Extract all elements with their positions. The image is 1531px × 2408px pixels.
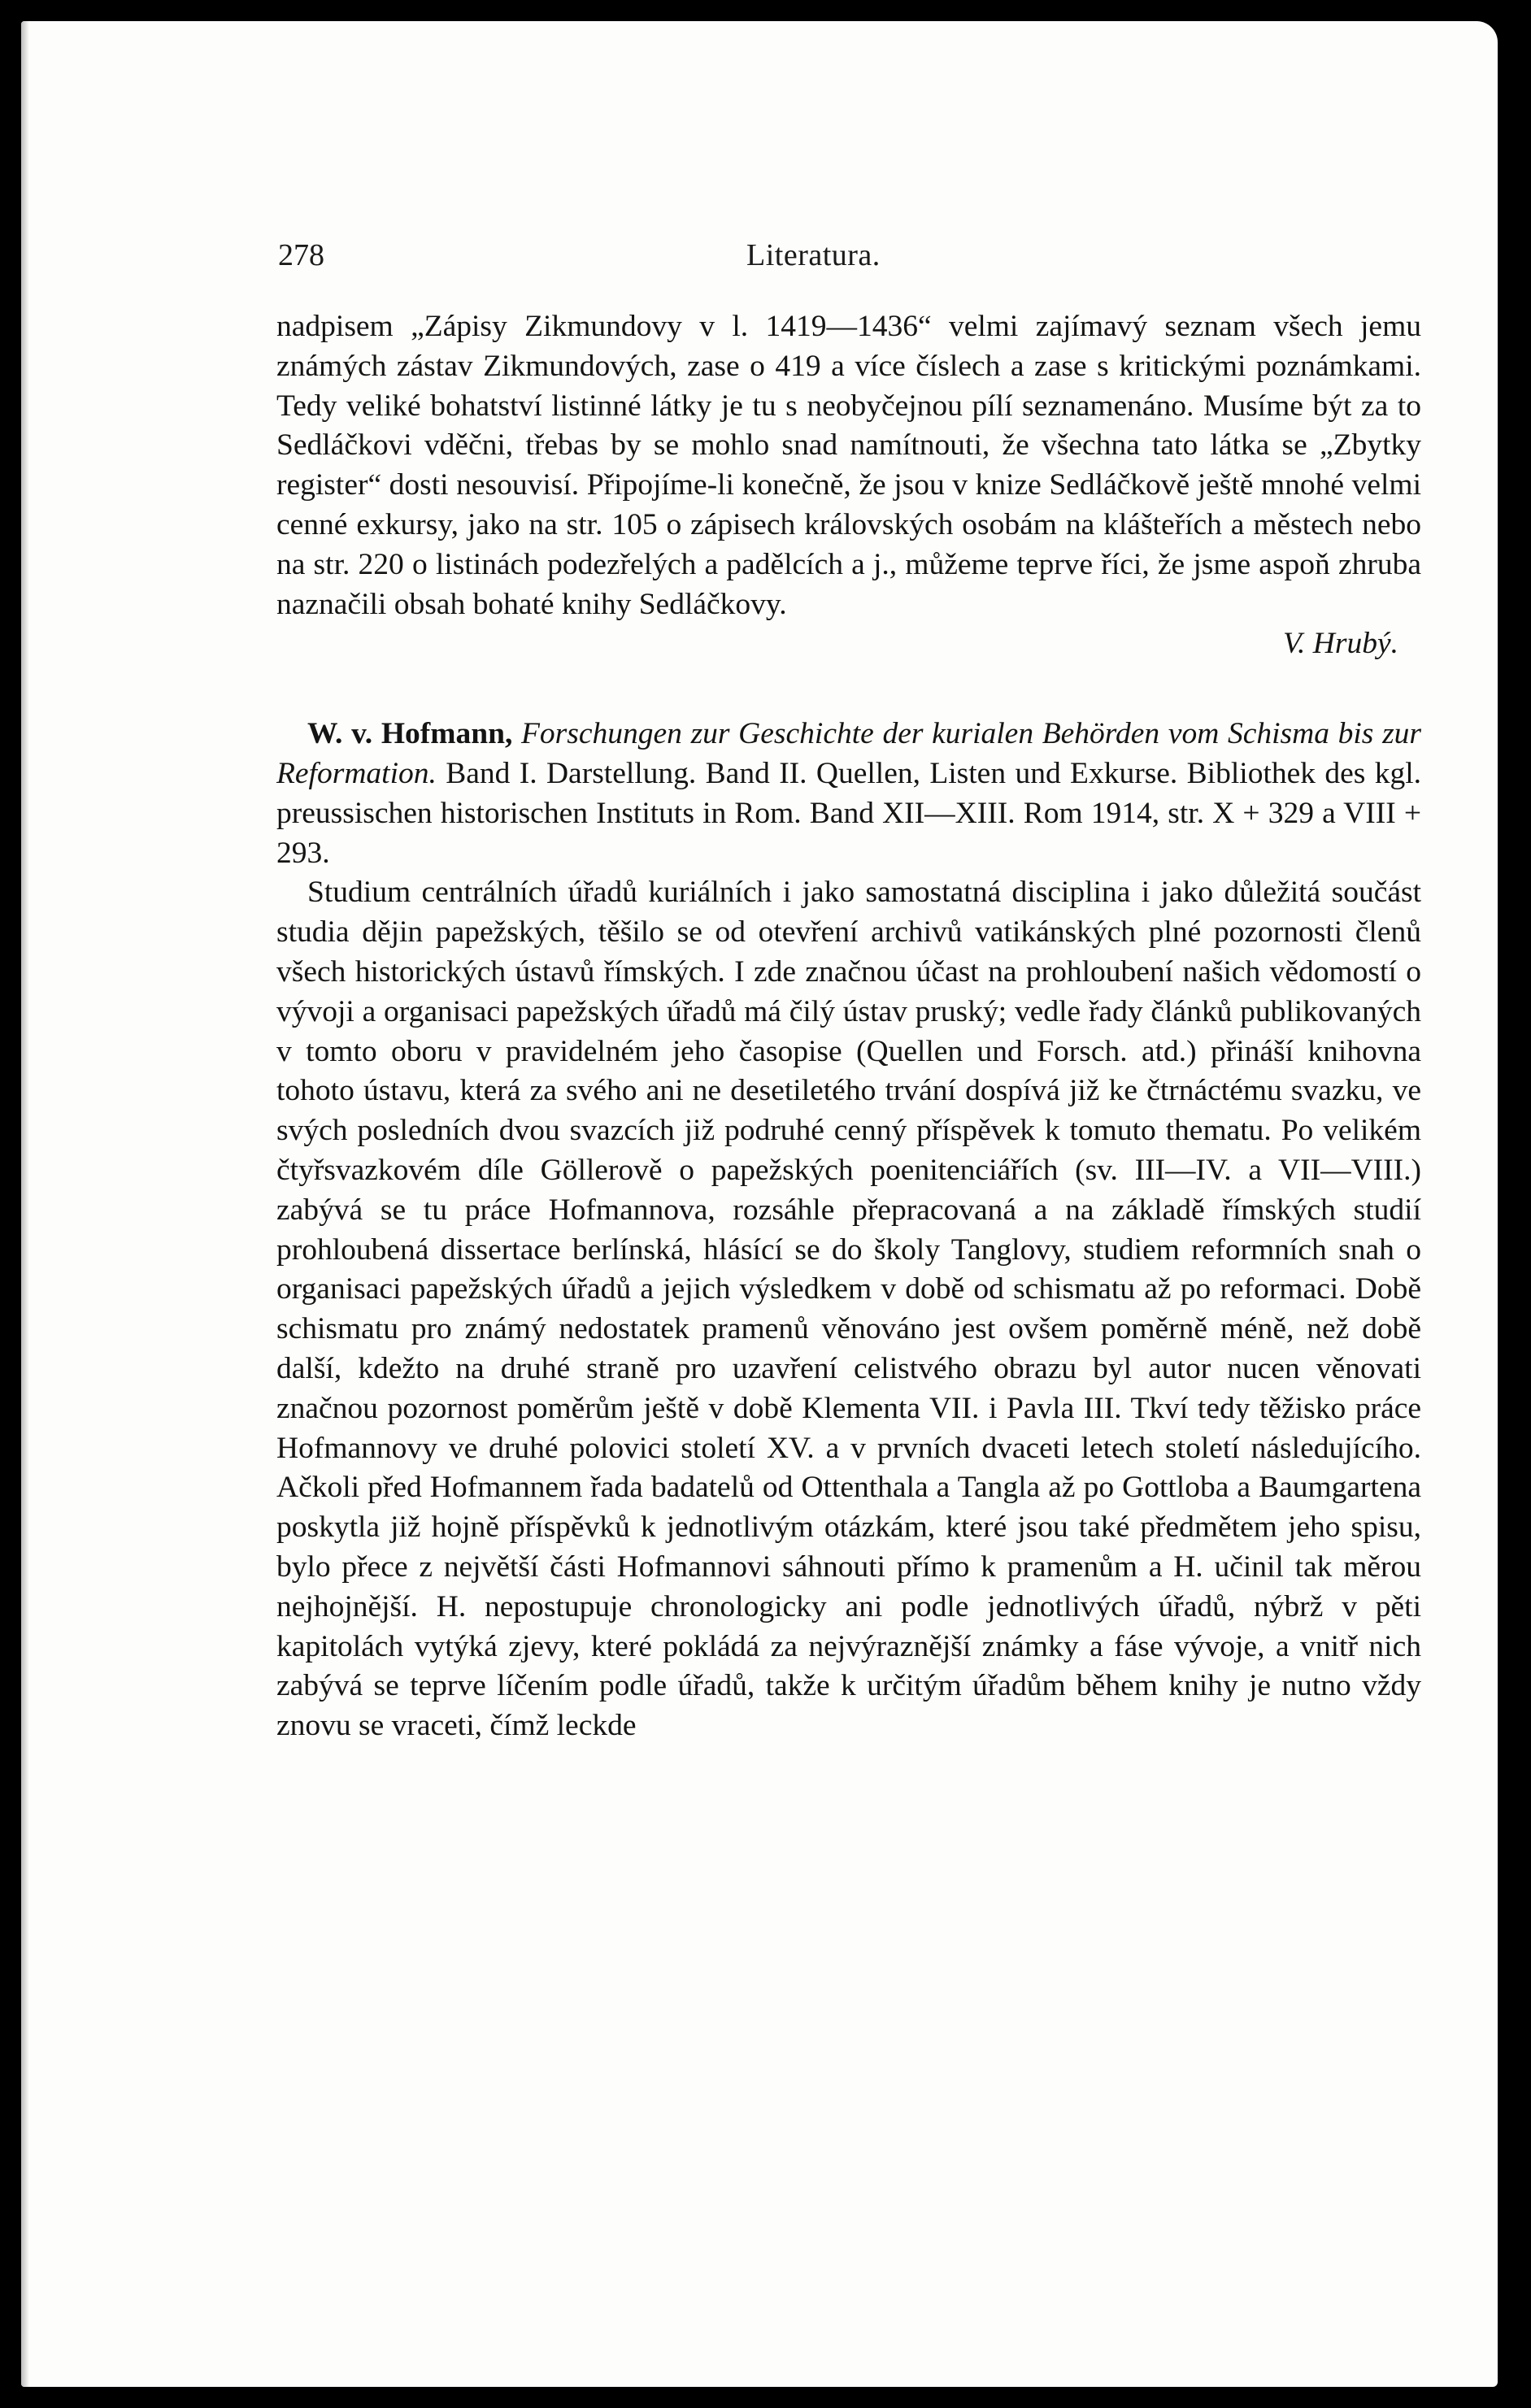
previous-review-conclusion: nadpisem „Zápisy Zikmundovy v l. 1419—1436“ velmi zajímavý seznam všech jemu známých zástav Zikmundových, zase o 419 a více číslech a zase s kritickými poznámkami. Tedy veliké bohatství listinné látky je tu s neobyčejnou pílí seznamenáno. Musíme být za to Sedláčkovi vděčni, třebas by se mohlo snad namítnouti, že všechna tato látka se „Zbytky register“ dosti nesouvisí. Připojíme-li konečně, že jsou v knize Sedláčkově ještě mnohé velmi cenné exkursy, jako na str. 105 o zápisech královských osobám na klášteřích a městech nebo na str. 220 o listinách podezřelých a padělcích a j., můžeme teprve říci, že jsme aspoň zhruba naznačili obsah bohaté knihy Sedláčkovy. — [276, 310, 1421, 621]
reviewed-title: Forschungen zur Geschichte der kurialen Behörden vom Schisma bis zur Reformation. — [276, 717, 1421, 790]
page-body — [276, 307, 1421, 1746]
review-citation — [276, 715, 1421, 873]
page-edge-shadow — [21, 21, 29, 2387]
page-number: 278 — [278, 238, 324, 272]
reviewed-author: W. v. Hofmann, — [307, 717, 513, 751]
running-title: Literatura. — [746, 238, 881, 272]
section-gap — [276, 664, 1421, 715]
publication-details: Band I. Darstellung. Band II. Quellen, Listen und Exkurse. Bibliothek des kgl. preussischen historischen Instituts in Rom. Band XII—XIII. Rom 1914, str. X + 329 a VIII + 293. — [276, 756, 1422, 870]
running-head — [278, 237, 1416, 278]
review-body: Studium centrálních úřadů kuriálních i jako samostatná disciplina i jako důležitá součást studia dějin papežských, těšilo se od otevření archivů vatikánských plné pozornosti členů všech historických ústavů římských. I zde značnou účast na prohloubení našich vědomostí o vývoji a organisaci papežských úřadů má čilý ústav pruský; vedle řady článků publikovaných v tomto oboru v pravidelném jeho časopise (Quellen und Forsch. atd.) přináší knihovna tohoto ústavu, která za svého ani ne desetiletého trvání dospívá již ke čtrnáctému svazku, ve svých posledních dvou svazcích již podruhé cenný příspěvek k tomuto thematu. Po velikém čtyřsvazkovém díle Göllerově o papežských poenitenciářích (sv. III—IV. a VII—VIII.) zabývá se tu práce Hofmannova, rozsáhle přepracovaná a na základě římských studií prohloubená dissertace berlínská, hlásící se do školy Tanglovy, studiem reformních snah o organisaci papežských úřadů a jejich výsledkem v době od schismatu až po reformaci. Době schismatu pro známý nedostatek pramenů věnováno jest ovšem poměrně méně, než době další, kdežto na druhé straně pro uzavření celistvého obrazu byl autor nucen věnovati značnou pozornost poměrům ještě v době Klementa VII. i Pavla III. Tkví tedy těžisko práce Hofmannovy ve druhé polovici století XV. a v prvních dvaceti letech století následujícího. Ačkoli před Hofmannem řada badatelů od Ottenthala a Tangla až po Gottloba a Baumgartena poskytla již hojně příspěvků k jednotlivým otázkám, které jsou také předmětem jeho spisu, bylo přece z největší části Hofmannovi sáhnouti přímo k pramenům a H. učinil tak měrou nejhojnější. H. nepostupuje chronologicky ani podle jednotlivých úřadů, nýbrž v pěti kapitolách vytýká zjevy, které pokládá za nejvýraznější známky a fáse vývoje, a vnitř nich zabývá se teprve líčením podle úřadů, takže k určitým úřadům během knihy je nutno vždy znovu se vraceti, čímž leckde — [276, 876, 1421, 1743]
reviewer-signature: V. Hrubý. — [1282, 627, 1398, 661]
book-page — [21, 21, 1498, 2387]
